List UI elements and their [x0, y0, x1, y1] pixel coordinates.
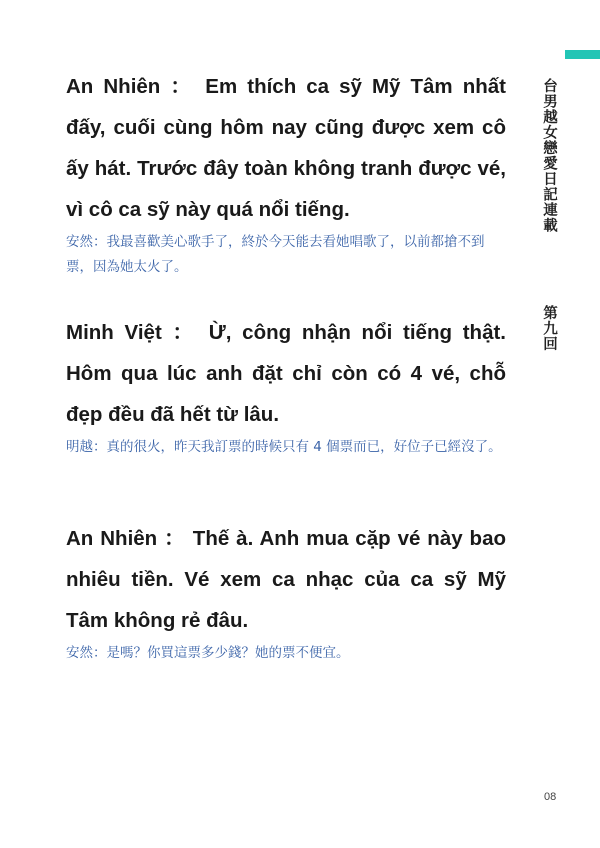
accent-bar [565, 50, 600, 59]
series-title: 台男越女戀愛日記連載 [541, 78, 557, 233]
dialogue-block [66, 312, 506, 460]
vietnamese-line: An Nhiên ： Thế à. Anh mua cặp vé này bao nhiêu tiền. Vé xem ca nhạc của ca sỹ Mỹ Tâm không rẻ đâu. [66, 527, 506, 632]
page-number: 08 [544, 791, 557, 803]
chinese-translation: 安然：我最喜歡美心歌手了，終於今天能去看她唱歌了，以前都搶不到票，因為她太火了。 [66, 234, 485, 275]
chinese-translation: 安然：是嗎？你買這票多少錢？她的票不便宜。 [66, 645, 350, 661]
vietnamese-line: Minh Việt ： Ừ, công nhận nổi tiếng thật. Hôm qua lúc anh đặt chỉ còn có 4 vé, chỗ đẹp đều đã hết từ lâu. [66, 321, 506, 426]
dialogue-block [66, 518, 506, 666]
chinese-translation: 明越：真的很火，昨天我訂票的時候只有 4 個票而已，好位子已經沒了。 [66, 439, 502, 455]
episode-label: 第九回 [541, 305, 557, 352]
vietnamese-line: An Nhiên ： Em thích ca sỹ Mỹ Tâm nhất đấy, cuối cùng hôm nay cũng được xem cô ấy hát. Trước đây toàn không tranh được vé, vì cô ca sỹ này quá nổi tiếng. [66, 75, 506, 221]
dialogue-block [66, 66, 506, 280]
